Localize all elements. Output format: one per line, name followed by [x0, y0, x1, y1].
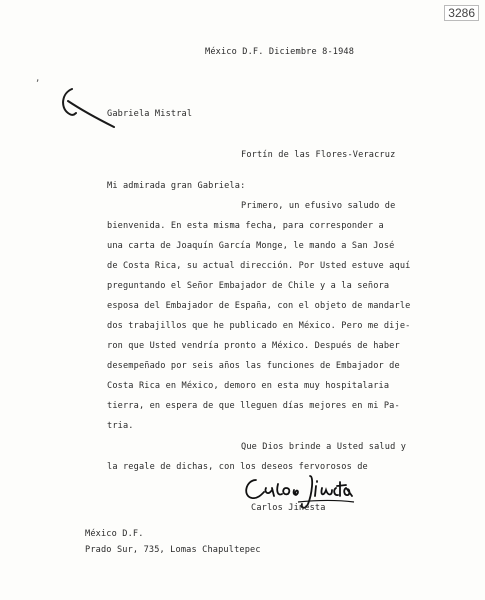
body-line: dos trabajillos que he publicado en México. Pero me dije-: [107, 321, 411, 331]
body-line: bienvenida. En esta misma fecha, para corresponder a: [107, 221, 384, 231]
signature-text: [0, 0, 1, 1]
recipient-location: Fortín de las Flores-Veracruz: [241, 150, 396, 160]
body-line: Primero, un efusivo saludo de: [241, 201, 396, 211]
body-line: tria.: [107, 421, 134, 431]
archive-number: 3286: [444, 5, 479, 21]
body-line: de Costa Rica, su actual dirección. Por Usted estuve aquí: [107, 261, 411, 271]
typed-name: Carlos Jinesta: [251, 503, 326, 513]
closing-line: la regale de dichas, con los deseos fervorosos de: [107, 462, 368, 472]
body-line: ron que Usted vendría pronto a México. Después de haber: [107, 341, 400, 351]
closing-line: Que Dios brinde a Usted salud y: [241, 442, 407, 452]
body-line: desempeñado por seis años las funciones de Embajador de: [107, 361, 400, 371]
body-line: esposa del Embajador de España, con el objeto de mandarle: [107, 301, 411, 311]
body-line: Costa Rica en México, demoro en esta muy hospitalaria: [107, 381, 390, 391]
body-line: tierra, en espera de que lleguen días mejores en mi Pa-: [107, 401, 400, 411]
handwritten-hook-mark: [58, 85, 118, 130]
body-line: una carta de Joaquín García Monge, le mando a San José: [107, 241, 395, 251]
sender-address: Prado Sur, 735, Lomas Chapultepec: [85, 545, 261, 555]
sender-city: México D.F.: [85, 529, 144, 539]
body-line: preguntando el Señor Embajador de Chile y a la señora: [107, 281, 390, 291]
date-line: México D.F. Diciembre 8-1948: [205, 47, 355, 57]
salutation: Mi admirada gran Gabriela:: [107, 181, 246, 191]
recipient-name: Gabriela Mistral: [107, 109, 193, 119]
margin-mark: ,: [35, 74, 41, 84]
